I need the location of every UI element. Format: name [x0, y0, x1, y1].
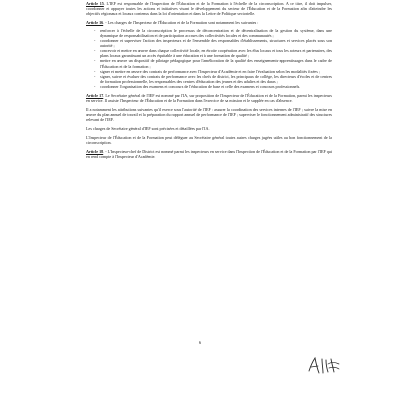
list-item: - signer, suivre et évaluer des contrats de performance avec les chefs de district, les principaux de collège, les directeurs d'écoles et de centres de formation professionnelle, les responsables des centres d'éducation des jeunes et des adultes et des daras ; [94, 74, 332, 84]
article-16-intro: . - Les charges de l'Inspecteur de l'Éducation et de la Formation sont notamment les suivantes : [103, 20, 259, 26]
article-15-text: . L'IEF est responsable de l'Inspection de l'Éducation et de la Formation à l'échelle de la circonscription. A ce titre, il doit impulser, coordonner et appuyer toutes les actions et initiatives visant le développement du secteur de l'Éducation et de la Formation afin d'atteindre les objectifs régionaux et locaux contenus dans la loi d'orientation et dans la Lettre de Politique sectorielle. [86, 1, 332, 17]
article-16-heading: Article 16 [86, 20, 104, 26]
article-16-charges-list [86, 28, 332, 89]
list-item: - signer et mettre en œuvre des contrats de performance avec l'Inspecteur d'Académie et en faire l'évaluation selon les modalités fixées ; [94, 69, 332, 74]
list-item: - coordonner l'organisation des examens et concours de l'éducation de base et celle des examens et concours professionnels. [94, 84, 332, 89]
page-number: 6 [198, 340, 202, 345]
article-18 [86, 149, 332, 159]
list-item: - renforcer à l'échelle de la circonscription le processus de déconcentration et de décentralisation de la gestion du système, dans une dynamique de responsabilisation et de participation accrues des collectivités locales et des communautés ; [94, 28, 332, 38]
article-17-charges: Les charges de Secrétaire général d'IEF sont précisées et détaillées par l'IA. [86, 125, 210, 131]
handwritten-initials [306, 355, 342, 377]
list-item: - mettre en œuvre un dispositif de pilotage pédagogique pour l'amélioration de la qualité des enseignements-apprentissages dans le cadre de l'Éducation et de la formation ; [94, 58, 332, 68]
article-18-heading: Article 18 [86, 149, 104, 155]
article-17-attributions: Il a notamment les attributions suivantes qu'il exerce sous l'autorité de l'IEF : assurer la coordination des services internes de l'IEF ; suivre la mise en œuvre du plan annuel de travail et la préparation du rapport annuel de performance de l'IEF ; superviser le fonctionnement administratif des structures relevant de l'IEF. [86, 106, 332, 122]
article-16 [86, 20, 332, 25]
article-17-delegation: L'Inspecteur de l'Éducation et de la Formation peut déléguer au Secrétaire général toutes autres charges jugées utiles au bon fonctionnement de la circonscription. [86, 135, 332, 146]
article-15-heading: Article 15 [86, 1, 104, 6]
list-item: - coordonner et superviser l'action des inspecteurs et de l'ensemble des responsables d'établissements, structures et services placés sous son autorité ; [94, 38, 332, 48]
article-17-text: . Le Secrétaire général de l'IEF est nommé par l'IA, sur proposition de l'Inspecteur de l'Éducation et de la Formation, parmi les inspecteurs en service. Il assiste l'Inspecteur de l'Éducation et de la Formation dans l'exercice de sa mission et le supplée en cas d'absence. [86, 92, 332, 103]
article-15 [86, 1, 332, 16]
document-body [86, 1, 332, 163]
article-17 [86, 93, 332, 103]
list-item: - concevoir et mettre en œuvre dans chaque collectivité locale, en étroite coopération avec les élus locaux et tous les acteurs et partenaires, des plans locaux garantissant un accès équitable à une éducation et à une formation de qualité ; [94, 48, 332, 58]
article-18-text: . - L'Inspecteur-chef de District est nommé parmi les inspecteurs en service dans l'Inspection de l'Éducation et de la Formation par l'IEF qui en rend compte à l'Inspecteur d'Académie. [86, 149, 332, 160]
article-17-heading: Article 17 [86, 92, 104, 98]
